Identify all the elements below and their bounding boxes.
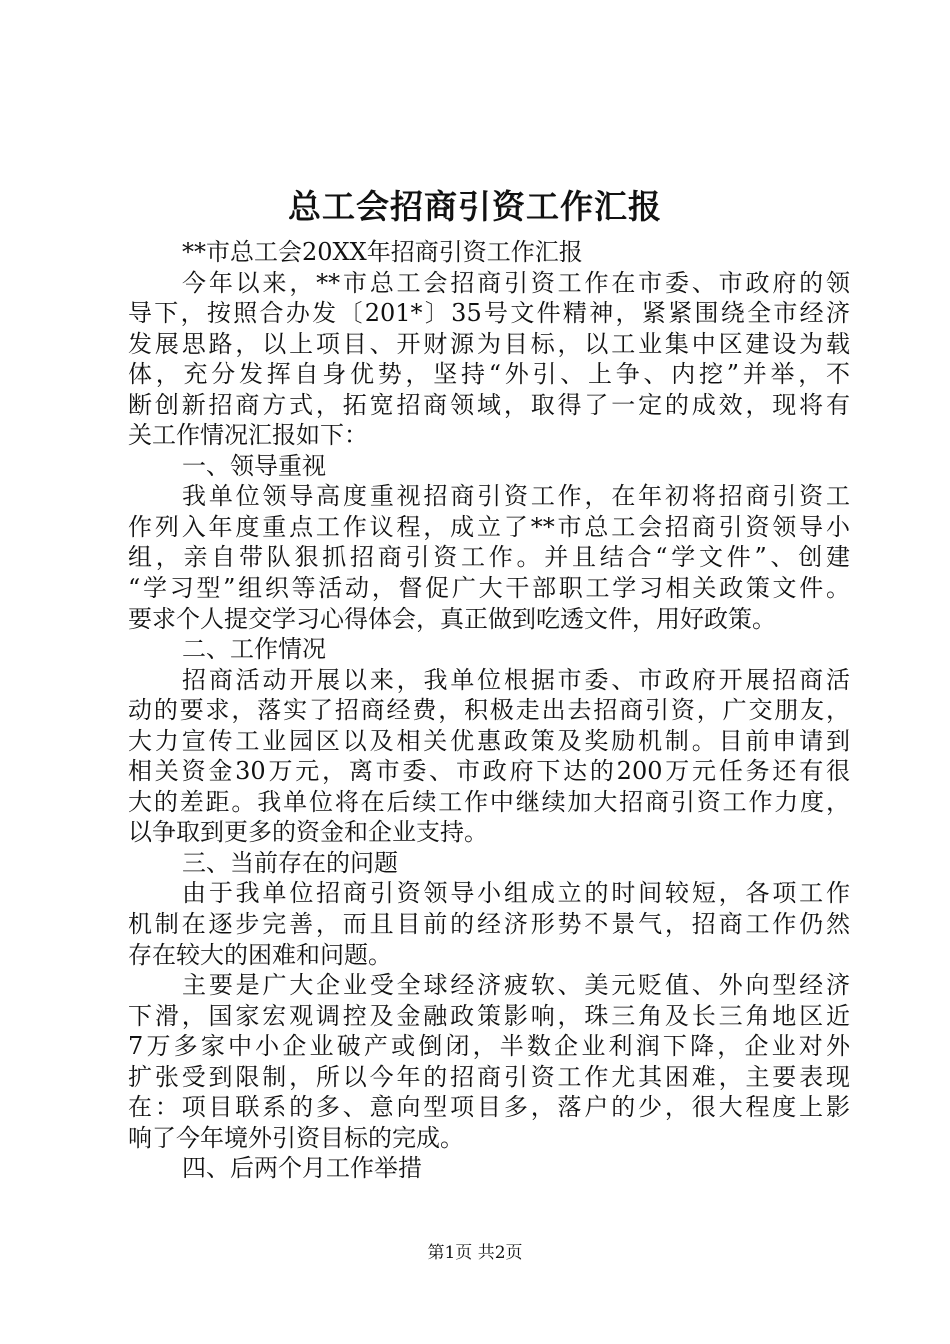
text-line: 招商活动开展以来，我单位根据市委、市政府开展招商活 — [182, 665, 850, 694]
text-line: 三、当前存在的问题 — [182, 848, 398, 877]
text-line: 响了今年境外引资目标的完成。 — [128, 1123, 464, 1152]
text-line: 下滑，国家宏观调控及金融政策影响，珠三角及长三角地区近 — [128, 1001, 850, 1030]
text-line: 动的要求，落实了招商经费，积极走出去招商引资，广交朋友， — [128, 696, 850, 725]
text-line: 组，亲自带队狠抓招商引资工作。并且结合“学文件”、创建 — [128, 543, 850, 572]
text-line: 导下，按照合办发〔201*〕35号文件精神，紧紧围绕全市经济 — [128, 299, 850, 328]
text-line: 由于我单位招商引资领导小组成立的时间较短，各项工作 — [182, 879, 850, 908]
text-line: 作列入年度重点工作议程，成立了**市总工会招商引资领导小 — [128, 512, 850, 541]
text-line: 发展思路，以上项目、开财源为目标，以工业集中区建设为载 — [128, 329, 850, 358]
page-footer: 第1页 共2页 — [427, 1243, 523, 1263]
text-line: 今年以来，**市总工会招商引资工作在市委、市政府的领 — [182, 268, 850, 297]
text-line: 断创新招商方式，拓宽招商领域，取得了一定的成效，现将有 — [128, 390, 850, 419]
text-line: **市总工会20XX年招商引资工作汇报 — [182, 238, 583, 266]
text-line: 四、后两个月工作举措 — [182, 1154, 422, 1183]
text-line: 在：项目联系的多、意向型项目多，落户的少，很大程度上影 — [128, 1093, 850, 1122]
text-line: 二、工作情况 — [182, 635, 326, 664]
text-line: 相关资金30万元，离市委、市政府下达的200万元任务还有很 — [128, 757, 850, 786]
text-line: 扩张受到限制，所以今年的招商引资工作尤其困难，主要表现 — [128, 1062, 850, 1091]
document-title: 总工会招商引资工作汇报 — [288, 187, 662, 226]
text-line: 体，充分发挥自身优势，坚持“外引、上争、内挖”并举，不 — [128, 360, 850, 389]
text-line: 要求个人提交学习心得体会，真正做到吃透文件，用好政策。 — [128, 604, 776, 633]
text-line: 主要是广大企业受全球经济疲软、美元贬值、外向型经济 — [182, 971, 850, 1000]
text-line: 关工作情况汇报如下： — [128, 421, 368, 450]
text-line: 机制在逐步完善，而且目前的经济形势不景气，招商工作仍然 — [128, 910, 850, 939]
text-line: 一、领导重视 — [182, 451, 326, 480]
text-line: 大的差距。我单位将在后续工作中继续加大招商引资工作力度， — [128, 787, 850, 816]
text-line: 我单位领导高度重视招商引资工作，在年初将招商引资工 — [182, 482, 850, 511]
text-line: 7万多家中小企业破产或倒闭，半数企业利润下降，企业对外 — [128, 1032, 850, 1061]
text-line: 存在较大的困难和问题。 — [128, 940, 392, 969]
text-line: 大力宣传工业园区以及相关优惠政策及奖励机制。目前申请到 — [128, 726, 850, 755]
text-line: 以争取到更多的资金和企业支持。 — [128, 818, 488, 847]
document-body — [128, 237, 850, 1184]
text-line: “学习型”组织等活动，督促广大干部职工学习相关政策文件。 — [128, 574, 850, 603]
